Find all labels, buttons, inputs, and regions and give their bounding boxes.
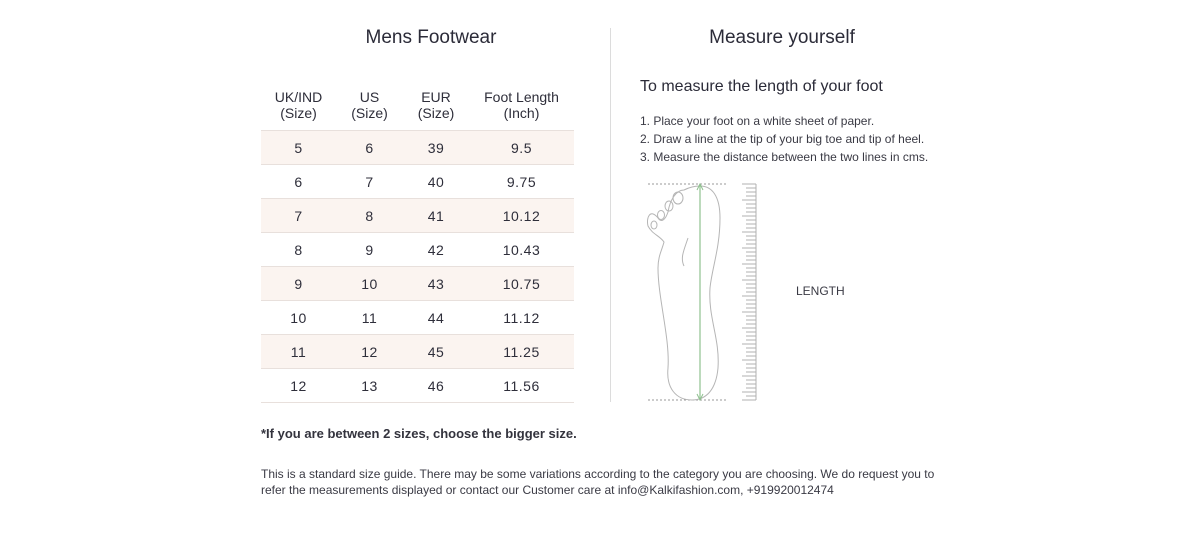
step-item: 1. Place your foot on a white sheet of paper.: [640, 114, 875, 128]
cell-uk: 10: [261, 301, 336, 335]
cell-eur: 45: [403, 335, 469, 369]
cell-eur: 40: [403, 165, 469, 199]
table-row: [261, 267, 574, 301]
table-row: [261, 199, 574, 233]
cell-us: 6: [336, 131, 403, 165]
size-note: *If you are between 2 sizes, choose the bigger size.: [261, 426, 577, 441]
cell-eur: 39: [403, 131, 469, 165]
cell-length: 10.12: [469, 199, 574, 233]
cell-length: 9.75: [469, 165, 574, 199]
cell-eur: 42: [403, 233, 469, 267]
table-row: [261, 131, 574, 165]
foot-measure-diagram: [640, 178, 760, 406]
cell-uk: 8: [261, 233, 336, 267]
cell-uk: 12: [261, 369, 336, 403]
cell-eur: 43: [403, 267, 469, 301]
cell-eur: 44: [403, 301, 469, 335]
cell-us: 8: [336, 199, 403, 233]
table-row: [261, 335, 574, 369]
table-row: [261, 301, 574, 335]
header-us: US (Size): [351, 89, 388, 121]
size-chart-title: Mens Footwear: [365, 27, 497, 48]
cell-uk: 6: [261, 165, 336, 199]
cell-length: 10.75: [469, 267, 574, 301]
ruler-icon: [742, 184, 756, 400]
table-row: [261, 165, 574, 199]
cell-length: 11.56: [469, 369, 574, 403]
cell-us: 13: [336, 369, 403, 403]
disclaimer-text: This is a standard size guide. There may be some variations according to the category you are choosing. We do request you to refer the measurements displayed or contact our Customer care at info@Kalkifashion.com, +919920012474: [261, 467, 935, 497]
foot-outline-icon: [647, 186, 720, 400]
cell-length: 10.43: [469, 233, 574, 267]
size-table: [261, 80, 574, 403]
cell-uk: 9: [261, 267, 336, 301]
table-row: [261, 369, 574, 403]
table-row: [261, 233, 574, 267]
measure-heading: To measure the length of your foot: [640, 78, 883, 95]
cell-uk: 11: [261, 335, 336, 369]
measure-title: Measure yourself: [709, 27, 855, 48]
table-header-row: [261, 80, 574, 131]
cell-length: 11.12: [469, 301, 574, 335]
step-item: 3. Measure the distance between the two lines in cms.: [640, 150, 929, 164]
header-foot-length: Foot Length (Inch): [484, 89, 559, 121]
header-eur: EUR (Size): [417, 89, 455, 121]
header-uk-ind: UK/IND (Size): [274, 89, 323, 121]
cell-uk: 7: [261, 199, 336, 233]
cell-length: 11.25: [469, 335, 574, 369]
measure-steps: [640, 112, 928, 166]
cell-eur: 46: [403, 369, 469, 403]
length-label: LENGTH: [796, 284, 845, 298]
cell-us: 11: [336, 301, 403, 335]
cell-us: 7: [336, 165, 403, 199]
panel-divider: [610, 28, 611, 402]
cell-eur: 41: [403, 199, 469, 233]
cell-us: 9: [336, 233, 403, 267]
cell-us: 10: [336, 267, 403, 301]
cell-us: 12: [336, 335, 403, 369]
step-item: 2. Draw a line at the tip of your big toe and tip of heel.: [640, 132, 925, 146]
cell-uk: 5: [261, 131, 336, 165]
cell-length: 9.5: [469, 131, 574, 165]
